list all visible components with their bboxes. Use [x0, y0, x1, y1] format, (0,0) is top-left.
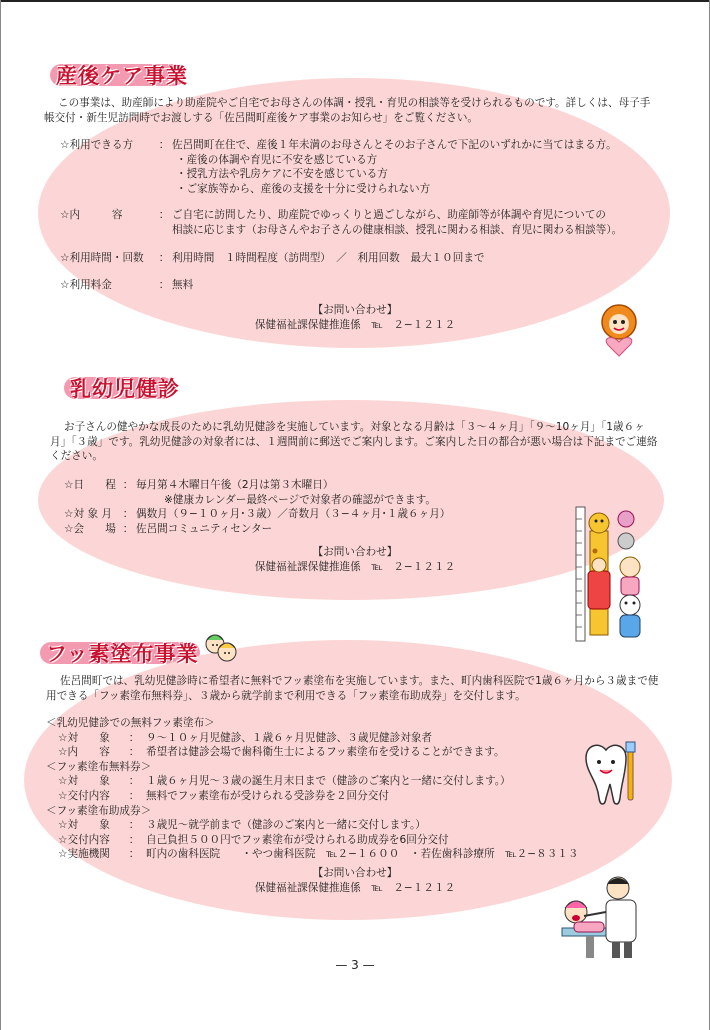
postnatal-intro: この事業は、助産師により助産院やご自宅でお母さんの体調・授乳・育児の相談等を受けられるものです。詳しくは、母子手帳交付・新生児訪問時でお渡しする「佐呂間町産後ケア事業のお知らせ」をご覧ください。: [44, 97, 651, 124]
checkup-contact: 【お問い合わせ】 保健福祉課保健推進係 ℡ ２−１２１２: [254, 546, 456, 573]
height-chart-illustration: [574, 505, 660, 645]
checkup-details: ☆日 程 ： 毎月第４木曜日午後（2月は第３木曜日） ※健康カレンダー最終ページで対象者の確認ができます。 ☆対 象 月 ： 偶数月（９−１０ヶ月･３歳）／奇数月（３−４ヶ月･１歳６ヶ月） ☆会 場 ： 佐呂間コミュニティセンター: [64, 479, 451, 535]
dentist-illustration: [556, 872, 656, 960]
postnatal-time: ☆利用時間・回数 ： 利用時間 １時間程度（訪問型） ／ 利用回数 最大１０回まで: [60, 252, 485, 264]
postnatal-eligibility: ☆利用できる方 ： 佐呂間町在住で、産後１年未満のお母さんとそのお子さんで下記のいずれかに当てはまる方。 ・産後の体調や育児に不安を感じている方 ・授乳方法や乳房ケアに不安を感じている方 ・ご家族等から、産後の支援を十分に受けられない方: [60, 139, 617, 195]
fluoride-title: フッ素塗布事業: [46, 638, 199, 668]
page-border-top: [0, 0, 710, 2]
eligibility-item: ・授乳方法や乳房ケアに不安を感じている方: [176, 168, 388, 181]
tooth-toothbrush-illustration: [578, 740, 642, 812]
fluoride-intro: 佐呂間町では、乳幼児健診時に希望者に無料でフッ素塗布を実施しています。また、町内歯科医院で1歳６ヶ月から３歳まで使用できる「フッ素塗布無料券」、３歳から就学前まで利用できる「フッ素塗布助成券」を交付します。: [46, 675, 659, 702]
kids-face-icon: [203, 630, 239, 666]
fluoride-contact: 【お問い合わせ】 保健福祉課保健推進係 ℡ ２−１２１２: [254, 867, 456, 894]
postnatal-fee: ☆利用料金 ： 無料: [60, 279, 194, 291]
eligibility-item: ・ご家族等から、産後の支援を十分に受けられない方: [176, 182, 431, 195]
postnatal-contact: 【お問い合わせ】 保健福祉課保健推進係 ℡ ２−１２１２: [254, 304, 456, 331]
postnatal-content: ☆内 容 ： ご自宅に訪問したり、助産院でゆっくりと過ごしながら、助産師等が体調や育児についての 相談に応じます（お母さんやお子さんの健康相談、授乳に関わる相談、育児に関わる相談等）。: [60, 209, 623, 236]
fluoride-group-subsidy-ticket: ＜フッ素塗布助成券＞: [46, 804, 152, 817]
eligibility-item: ・産後の体調や育児に不安を感じている方: [176, 153, 378, 166]
postnatal-title: 産後ケア事業: [56, 60, 188, 90]
checkup-intro: お子さんの健やかな成長のために乳幼児健診を実施しています。対象となる月齢は「３〜４ヶ月」「９〜10ヶ月」「1歳６ヶ月」「３歳」です。乳幼児健診の対象者には、１週間前に郵送でご案内します。ご案内した日の都合が悪い場合は下記までご連絡ください。: [50, 421, 658, 463]
fluoride-group-free-ticket: ＜フッ素塗布無料券＞: [46, 760, 152, 773]
fluoride-details: ＜乳幼児健診での無料フッ素塗布＞ ☆対 象 ： ９〜１０ヶ月児健診、１歳６ヶ月児健診、３歳児健診対象者 ☆内 容 ： 希望者は健診会場で歯科衛生士によるフッ素塗布を受けることができます。 ＜フッ素塗布無料券＞ ☆対 象 ： １歳６ヶ月児〜３歳の誕生月末日まで（健診のご案内と一緒に交付します。） ☆交付内容 ： 無料でフッ素塗布が受けられる受診券を２回分交付 ＜フッ素塗布助成券＞ ☆対 象 ： ３歳児〜就学前まで（健診のご案内と一緒に交付します。） ☆交付内容 ： 自己負担５００円でフッ素塗布が受けられる助成券を6回分交付 ☆実施機関 ： 町内の歯科医院 ・やつ歯科医院 ℡２−１６００ ・若佐歯科診療所 ℡２−８３１３: [46, 717, 579, 861]
page-number: — 3 —: [335, 958, 375, 972]
checkup-title: 乳幼児健診: [70, 373, 180, 403]
page-border-left: [0, 0, 1, 1030]
fluoride-group-free-checkup: ＜乳幼児健診での無料フッ素塗布＞: [46, 717, 215, 729]
mascot-illustration: [598, 300, 640, 360]
